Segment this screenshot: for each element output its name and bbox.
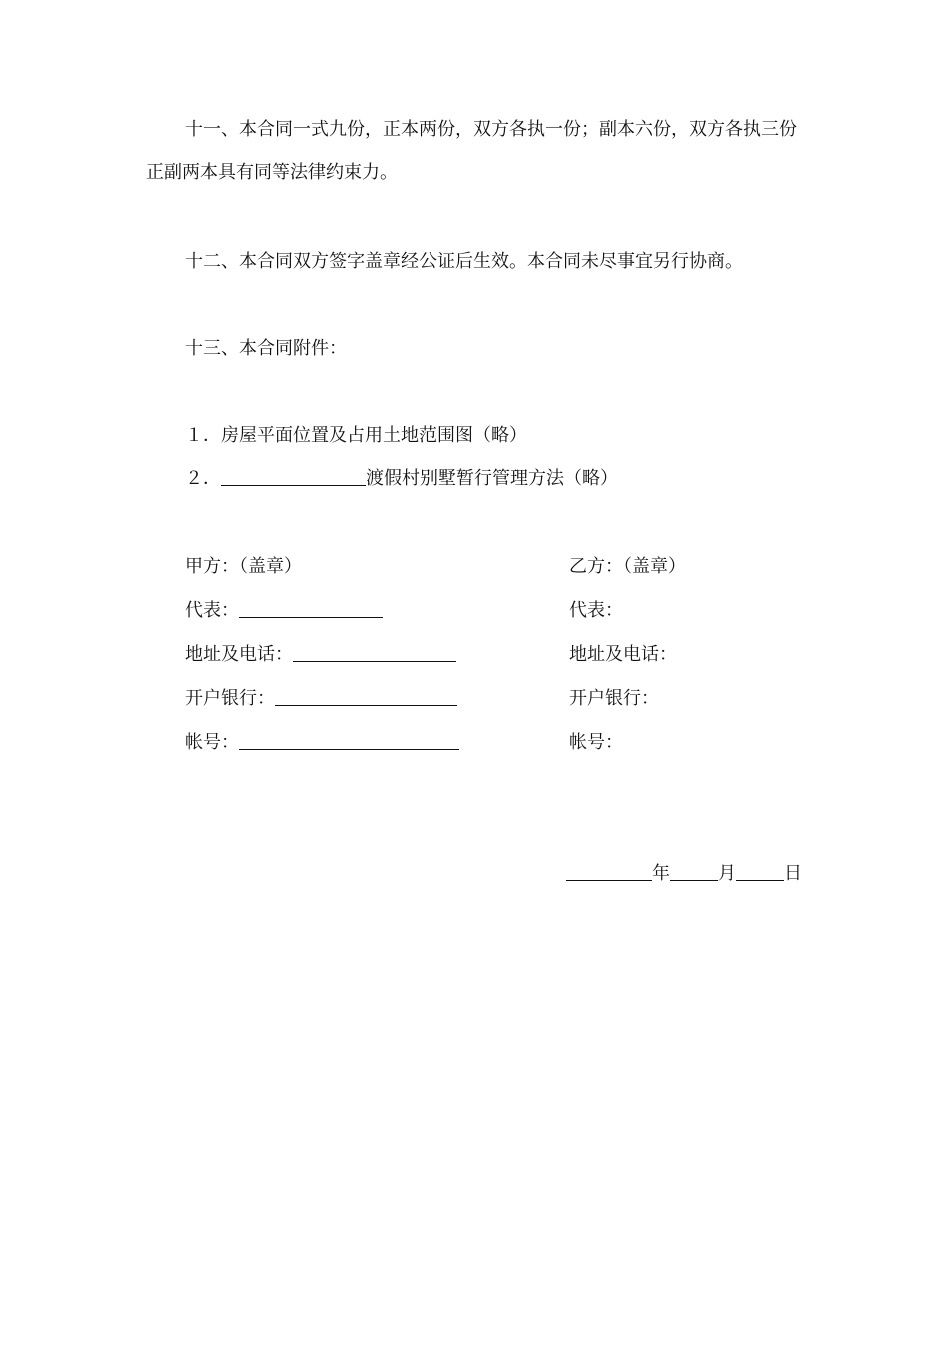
party-a-rep-blank xyxy=(239,599,383,618)
clause-11-line-2: 正副两本具有同等法律约束力。 xyxy=(146,162,398,183)
party-a-account-row xyxy=(185,731,459,755)
signing-date xyxy=(566,862,802,886)
party-a-bank-blank xyxy=(275,687,457,706)
party-b-bank-label: 开户银行： xyxy=(569,688,659,709)
party-a-account-label: 帐号： xyxy=(185,732,239,753)
party-a-bank-label: 开户银行： xyxy=(185,688,275,709)
year-blank xyxy=(566,862,652,881)
party-a-account-blank xyxy=(239,731,459,750)
party-a-rep-row xyxy=(185,599,383,623)
party-b-rep-label: 代表： xyxy=(569,600,623,621)
party-a-bank-row xyxy=(185,687,457,711)
day-label: 日 xyxy=(784,863,802,884)
attachment-item-2-prefix: ２． xyxy=(185,468,221,489)
party-a-address-label: 地址及电话： xyxy=(185,644,293,665)
clause-11-line-1: 十一、本合同一式九份，正本两份，双方各执一份；副本六份，双方各执三份 xyxy=(185,119,797,140)
party-a-address-row xyxy=(185,643,456,667)
party-a-address-blank xyxy=(293,643,456,662)
clause-12: 十二、本合同双方签字盖章经公证后生效。本合同未尽事宜另行协商。 xyxy=(185,251,743,272)
attachment-item-2 xyxy=(185,467,618,491)
party-a-rep-label: 代表： xyxy=(185,600,239,621)
day-blank xyxy=(736,862,784,881)
party-a-title: 甲方：（盖章） xyxy=(185,556,302,577)
attachment-item-2-suffix: 渡假村别墅暂行管理方法（略） xyxy=(366,468,618,489)
party-b-address-label: 地址及电话： xyxy=(569,644,677,665)
attachment-item-1: １．房屋平面位置及占用土地范围图（略） xyxy=(185,425,527,446)
party-b-account-label: 帐号： xyxy=(569,732,623,753)
party-b-title: 乙方：（盖章） xyxy=(569,556,686,577)
month-blank xyxy=(670,862,718,881)
month-label: 月 xyxy=(718,863,736,884)
clause-13: 十三、本合同附件： xyxy=(185,338,347,359)
year-label: 年 xyxy=(652,863,670,884)
attachment-name-blank xyxy=(221,467,366,486)
